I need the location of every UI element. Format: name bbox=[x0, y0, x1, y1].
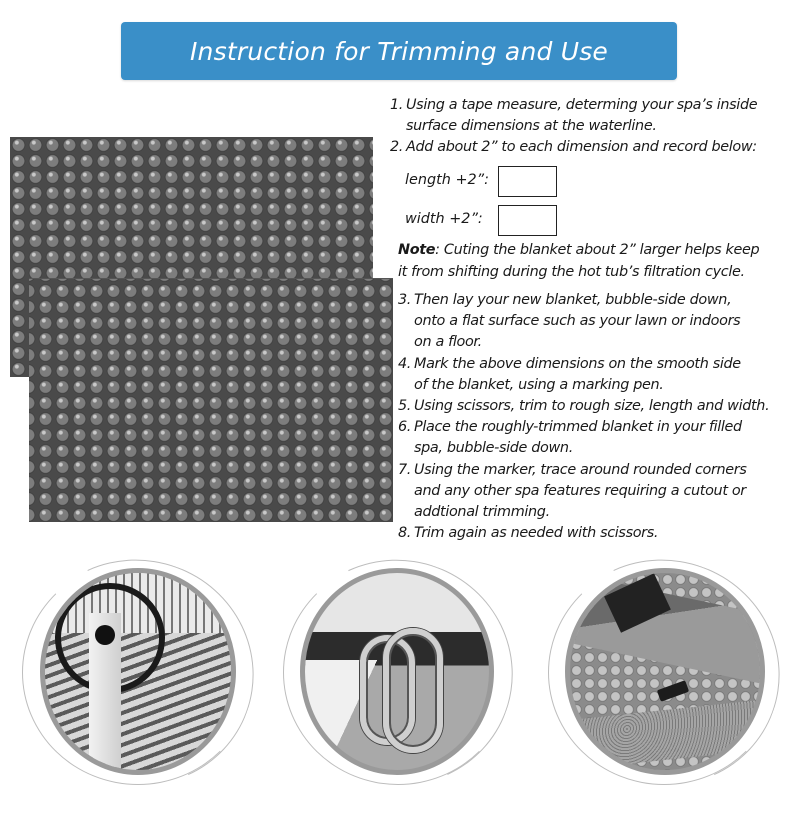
note-label: Note bbox=[398, 242, 436, 258]
step-number: 2. bbox=[390, 139, 404, 156]
step-text: addtional trimming. bbox=[414, 504, 550, 521]
step-number: 7. bbox=[398, 461, 412, 478]
step-1 bbox=[390, 95, 757, 116]
step-text: Using a tape measure, determing your spa’s inside bbox=[406, 97, 758, 113]
step-2 bbox=[390, 137, 757, 158]
length-row bbox=[405, 172, 489, 188]
ladder-rail-shape bbox=[383, 628, 443, 753]
step-text: Place the roughly-trimmed blanket in your filled bbox=[414, 419, 742, 436]
step-3 bbox=[398, 290, 769, 311]
step-text: Then lay your new blanket, bubble-side down, bbox=[414, 292, 732, 308]
steps-list-top bbox=[390, 95, 757, 159]
step-number: 8. bbox=[398, 525, 412, 542]
page-title: Instruction for Trimming and Use bbox=[189, 36, 609, 66]
step-5 bbox=[398, 396, 769, 417]
steps-list-bottom bbox=[398, 290, 769, 544]
step-number: 5. bbox=[398, 398, 412, 415]
title-banner bbox=[121, 22, 677, 80]
photo-pool-ladder bbox=[300, 568, 494, 775]
photo-blanket-closeup bbox=[565, 568, 765, 775]
step-text: Add about 2” to each dimension and record below: bbox=[406, 139, 757, 156]
step-7 bbox=[398, 460, 769, 481]
step-number: 6. bbox=[398, 419, 412, 436]
width-row bbox=[405, 211, 483, 227]
step-text: surface dimensions at the waterline. bbox=[406, 118, 657, 135]
post-hole-shape bbox=[95, 625, 115, 645]
width-label: width +2”: bbox=[405, 211, 483, 227]
step-text: spa, bubble-side down. bbox=[414, 440, 573, 457]
note-text: it from shifting during the hot tub’s filtration cycle. bbox=[398, 263, 745, 280]
note-text: : Cuting the blanket about 2” larger helps keep bbox=[435, 242, 760, 258]
length-label: length +2”: bbox=[405, 172, 489, 188]
note-block bbox=[398, 240, 759, 283]
bubble-blanket-image-bottom bbox=[29, 278, 393, 522]
width-input-box[interactable] bbox=[498, 205, 557, 236]
step-text: Using scissors, trim to rough size, length and width. bbox=[414, 398, 770, 415]
step-text: and any other spa features requiring a cutout or bbox=[414, 482, 746, 499]
step-6 bbox=[398, 417, 769, 438]
step-number: 3. bbox=[398, 292, 412, 308]
step-text: Mark the above dimensions on the smooth side bbox=[414, 355, 741, 372]
step-text: Trim again as needed with scissors. bbox=[414, 525, 659, 542]
photo-cover-reel bbox=[40, 568, 236, 775]
step-text: on a floor. bbox=[414, 334, 482, 351]
step-text: of the blanket, using a marking pen. bbox=[414, 376, 664, 393]
step-text: onto a flat surface such as your lawn or indoors bbox=[414, 313, 741, 330]
step-number: 1. bbox=[390, 97, 404, 113]
clip-shape bbox=[657, 680, 689, 702]
length-input-box[interactable] bbox=[498, 166, 557, 197]
step-number: 4. bbox=[398, 355, 412, 372]
step-text: Using the marker, trace around rounded corners bbox=[414, 461, 747, 478]
step-4 bbox=[398, 354, 769, 375]
step-8 bbox=[398, 523, 769, 544]
